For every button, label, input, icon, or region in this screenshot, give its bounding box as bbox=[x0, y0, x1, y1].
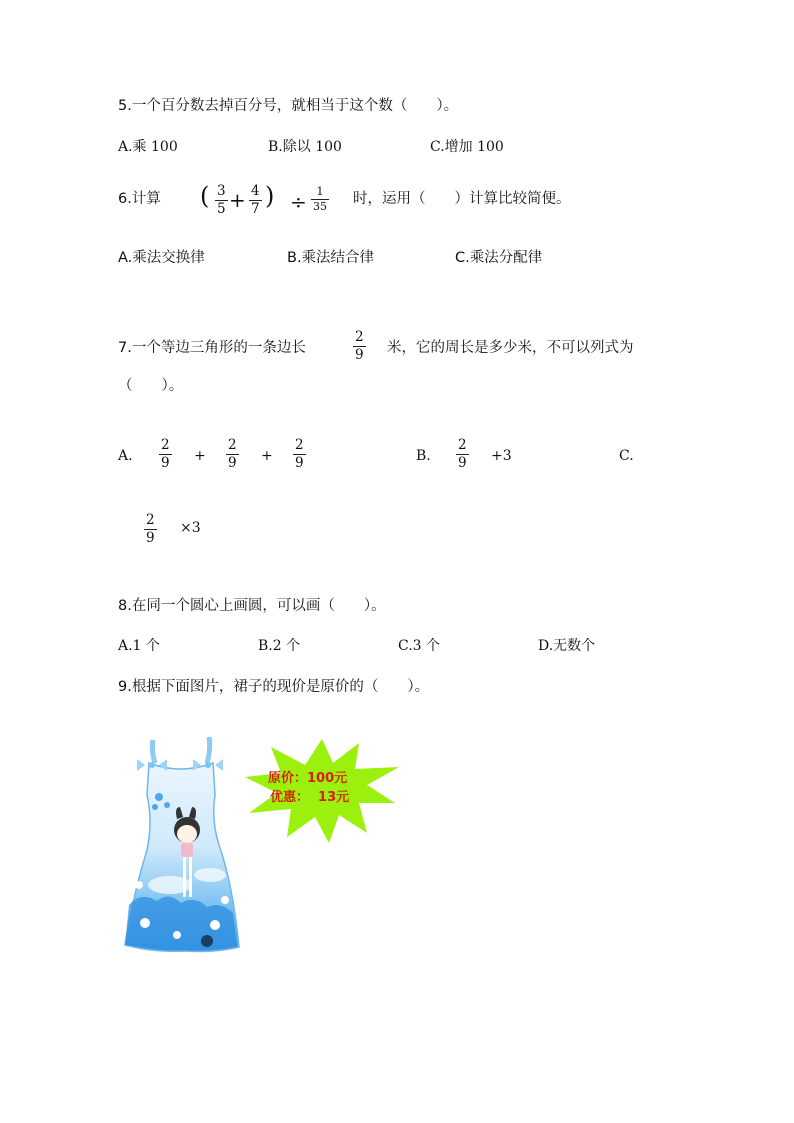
fraction-denominator: 35 bbox=[313, 200, 327, 213]
fraction-numerator: 2 bbox=[295, 437, 304, 453]
fraction-numerator: 3 bbox=[217, 183, 226, 199]
q8-option-c[interactable]: C.3 个 bbox=[398, 638, 441, 654]
q7-option-a-plus-1: + bbox=[194, 448, 206, 464]
q5-option-b[interactable]: B.除以 100 bbox=[268, 139, 342, 155]
q7-lead: 7.一个等边三角形的一条边长 bbox=[118, 340, 306, 356]
q8-option-a[interactable]: A.1 个 bbox=[118, 638, 160, 654]
q7-line2: （ ）。 bbox=[118, 378, 184, 394]
q6-fraction-2 bbox=[249, 184, 262, 217]
q6-paren-open: ( bbox=[200, 182, 210, 210]
fraction-numerator: 2 bbox=[228, 437, 237, 453]
q7-option-a-fraction-3 bbox=[293, 438, 306, 471]
fraction-denominator: 9 bbox=[355, 347, 364, 363]
q6-lead: 6.计算 bbox=[118, 191, 161, 207]
q7-option-b-label[interactable]: B. bbox=[416, 448, 431, 464]
q7-option-a-label[interactable]: A. bbox=[118, 448, 133, 464]
q8-stem: 8.在同一个圆心上画圆，可以画（ ）。 bbox=[118, 598, 386, 614]
q6-fraction-3 bbox=[311, 186, 329, 213]
q6-plus: + bbox=[229, 188, 246, 212]
fraction-numerator: 4 bbox=[251, 183, 260, 199]
q8-option-b[interactable]: B.2 个 bbox=[258, 638, 301, 654]
q7-option-b-suffix: +3 bbox=[491, 448, 512, 464]
q5-stem: 5.一个百分数去掉百分号，就相当于这个数（ ）。 bbox=[118, 98, 459, 114]
q7-option-a-fraction-2 bbox=[226, 438, 239, 471]
original-price-label: 原价：100元 bbox=[268, 771, 348, 786]
q6-option-a[interactable]: A.乘法交换律 bbox=[118, 250, 205, 266]
q5-option-c[interactable]: C.增加 100 bbox=[430, 139, 504, 155]
fraction-denominator: 9 bbox=[458, 455, 467, 471]
q6-option-c[interactable]: C.乘法分配律 bbox=[455, 250, 543, 266]
q6-paren-close: ) bbox=[265, 182, 275, 210]
fraction-numerator: 2 bbox=[146, 512, 155, 528]
fraction-numerator: 2 bbox=[161, 437, 170, 453]
q7-tail: 米，它的周长是多少米，不可以列式为 bbox=[387, 340, 634, 356]
q6-divide: ÷ bbox=[290, 190, 307, 214]
q9-stem: 9.根据下面图片，裙子的现价是原价的（ ）。 bbox=[118, 679, 430, 695]
fraction-numerator: 1 bbox=[316, 185, 324, 198]
q7-option-c-label[interactable]: C. bbox=[619, 448, 634, 464]
q7-option-a-fraction-1 bbox=[159, 438, 172, 471]
q7-option-a-plus-2: + bbox=[261, 448, 273, 464]
fraction-denominator: 7 bbox=[251, 201, 260, 217]
q6-fraction-1 bbox=[215, 184, 228, 217]
discount-label: 优惠： 13元 bbox=[270, 790, 350, 805]
fraction-numerator: 2 bbox=[458, 437, 467, 453]
fraction-denominator: 5 bbox=[217, 201, 226, 217]
q7-option-c-fraction bbox=[144, 513, 157, 546]
fraction-denominator: 9 bbox=[146, 530, 155, 546]
q7-option-b-fraction bbox=[456, 438, 469, 471]
fraction-denominator: 9 bbox=[228, 455, 237, 471]
dress-illustration bbox=[115, 735, 245, 955]
fraction-denominator: 9 bbox=[295, 455, 304, 471]
q6-tail: 时，运用（ ）计算比较简便。 bbox=[353, 191, 571, 207]
q6-option-b[interactable]: B.乘法结合律 bbox=[287, 250, 375, 266]
q7-fraction bbox=[353, 330, 366, 363]
q8-option-d[interactable]: D.无数个 bbox=[538, 638, 596, 654]
q7-option-c-suffix: ×3 bbox=[180, 520, 201, 536]
fraction-numerator: 2 bbox=[355, 329, 364, 345]
q5-option-a[interactable]: A.乘 100 bbox=[118, 139, 178, 155]
fraction-denominator: 9 bbox=[161, 455, 170, 471]
